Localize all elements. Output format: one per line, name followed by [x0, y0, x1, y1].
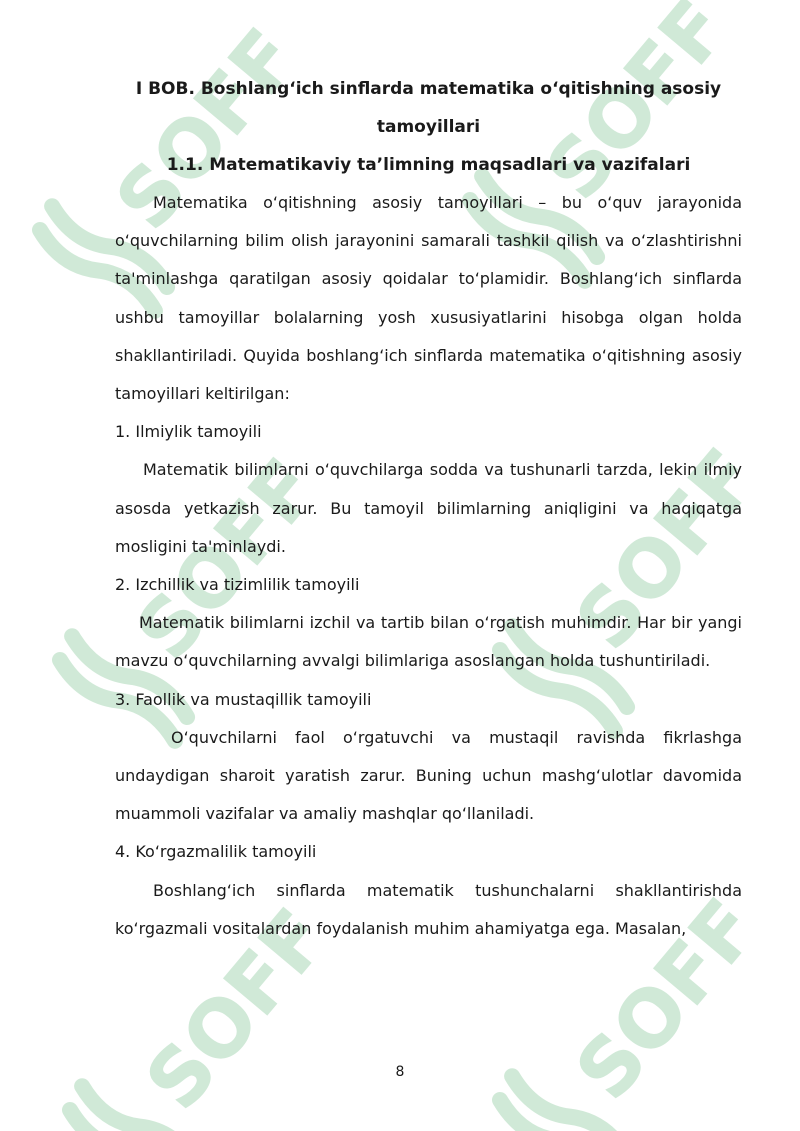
- principle-title-3: 3. Faollik va mustaqillik tamoyili: [115, 689, 372, 709]
- soff-watermark-layer: SOFF: [0, 0, 800, 1131]
- principle-title-1: 1. Ilmiylik tamoyili: [115, 422, 262, 442]
- page-number: 8: [395, 1064, 405, 1080]
- principle-text-4: Boshlang‘ich sinflarda matematik tushunchalarni shakllantirishda ko‘rgazmali vositalardan foydalanish muhim ahamiyatga ega. Masalan,: [115, 880, 742, 938]
- principle-title-4: 4. Ko‘rgazmalilik tamoyili: [115, 842, 317, 862]
- principle-text-2: Matematik bilimlarni izchil va tartib bilan o‘rgatish muhimdir. Har bir yangi mavzu o‘quvchilarning avvalgi bilimlariga asoslangan holda tushuntiriladi.: [115, 613, 742, 671]
- intro-paragraph: Matematika o‘qitishning asosiy tamoyillari – bu o‘quv jarayonida o‘quvchilarning bilim olish jarayonini samarali tashkil qilish va o‘zlashtirishni ta'minlashga qaratilgan asosiy qoidalar to‘plamidir. Boshlang‘ich sinflarda ushbu tamoyillar bolalarning yosh xususiyatlarini hisobga olgan holda shakllantiriladi. Quyida boshlang‘ich sinflarda matematika o‘qitishning asosiy tamoyillari keltirilgan:: [115, 193, 742, 404]
- section-title: 1.1. Matematikaviy ta’limning maqsadlari va vazifalari: [166, 155, 691, 175]
- principle-text-3: O‘quvchilarni faol o‘rgatuvchi va mustaqil ravishda fikrlashga undaydigan sharoit yaratish zarur. Buning uchun mashg‘ulotlar davomida muammoli vazifalar va amaliy mashqlar qo‘llaniladi.: [115, 727, 742, 824]
- chapter-title: I BOB. Boshlang‘ich sinflarda matematika o‘qitishning asosiy tamoyillari: [135, 79, 722, 137]
- principle-title-2: 2. Izchillik va tizimlilik tamoyili: [115, 575, 360, 595]
- document-page: [115, 70, 742, 948]
- principle-text-1: Matematik bilimlarni o‘quvchilarga sodda va tushunarli tarzda, lekin ilmiy asosda yetkazish zarur. Bu tamoyil bilimlarning aniqligini va haqiqatga mosligini ta'minlaydi.: [115, 460, 742, 556]
